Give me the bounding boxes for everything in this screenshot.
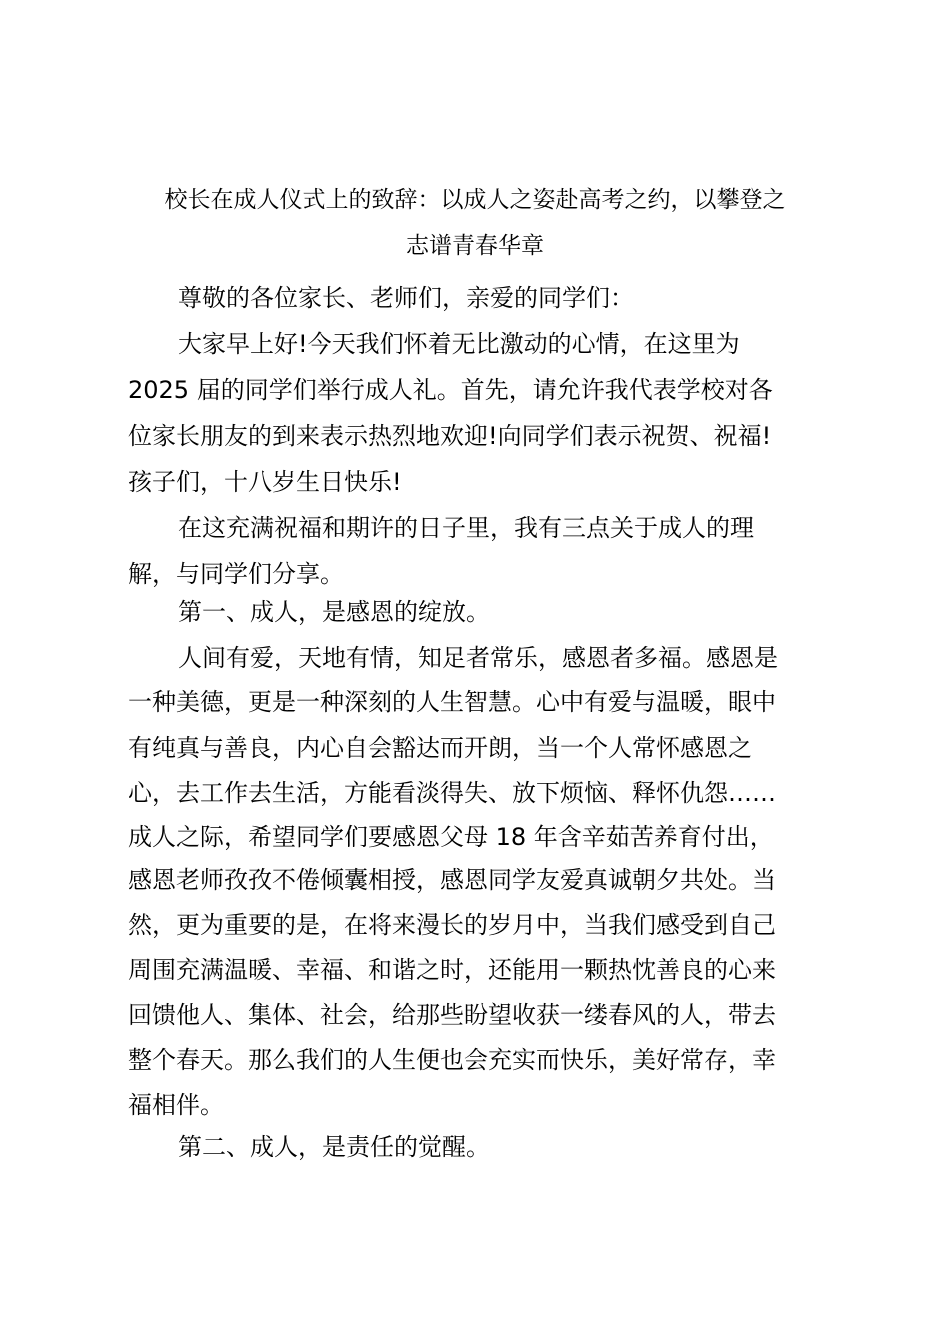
paragraph-line: 大家早上好!今天我们怀着无比激动的心情，在这里为 xyxy=(178,330,740,358)
greeting-line: 尊敬的各位家长、老师们，亲爱的同学们： xyxy=(178,284,634,312)
paragraph-line: 感恩老师孜孜不倦倾囊相授，感恩同学友爱真诚朝夕共处。当 xyxy=(128,866,776,894)
paragraph-line: 周围充满温暖、幸福、和谐之时，还能用一颗热忱善良的心来 xyxy=(128,956,776,984)
paragraph-line: 心，去工作去生活，方能看淡得失、放下烦恼、释怀仇怨…… xyxy=(128,779,776,807)
paragraph-line: 解，与同学们分享。 xyxy=(128,560,344,588)
paragraph-line: 2025 届的同学们举行成人礼。首先，请允许我代表学校对各 xyxy=(128,376,773,404)
paragraph-line: 回馈他人、集体、社会，给那些盼望收获一缕春风的人，带去 xyxy=(128,1001,776,1029)
paragraph-line: 位家长朋友的到来表示热烈地欢迎!向同学们表示祝贺、祝福! xyxy=(128,422,772,450)
section-heading: 第一、成人，是感恩的绽放。 xyxy=(178,598,490,626)
paragraph-line: 福相伴。 xyxy=(128,1091,224,1119)
paragraph-line: 有纯真与善良，内心自会豁达而开朗，当一个人常怀感恩之 xyxy=(128,734,752,762)
paragraph-line: 成人之际，希望同学们要感恩父母 18 年含辛茹苦养育付出， xyxy=(128,823,774,851)
paragraph-line: 一种美德，更是一种深刻的人生智慧。心中有爱与温暖，眼中 xyxy=(128,688,776,716)
document-title-line-2: 志谱青春华章 xyxy=(406,233,544,259)
paragraph-line: 整个春天。那么我们的人生便也会充实而快乐，美好常存，幸 xyxy=(128,1046,776,1074)
paragraph-line: 孩子们，十八岁生日快乐! xyxy=(128,468,402,496)
paragraph-line: 然，更为重要的是，在将来漫长的岁月中，当我们感受到自己 xyxy=(128,911,776,939)
section-heading: 第二、成人，是责任的觉醒。 xyxy=(178,1133,490,1161)
paragraph-line: 人间有爱，天地有情，知足者常乐，感恩者多福。感恩是 xyxy=(178,644,778,672)
document-title-line-1: 校长在成人仪式上的致辞：以成人之姿赴高考之约，以攀登之 xyxy=(164,187,786,213)
paragraph-line: 在这充满祝福和期许的日子里，我有三点关于成人的理 xyxy=(178,514,754,542)
